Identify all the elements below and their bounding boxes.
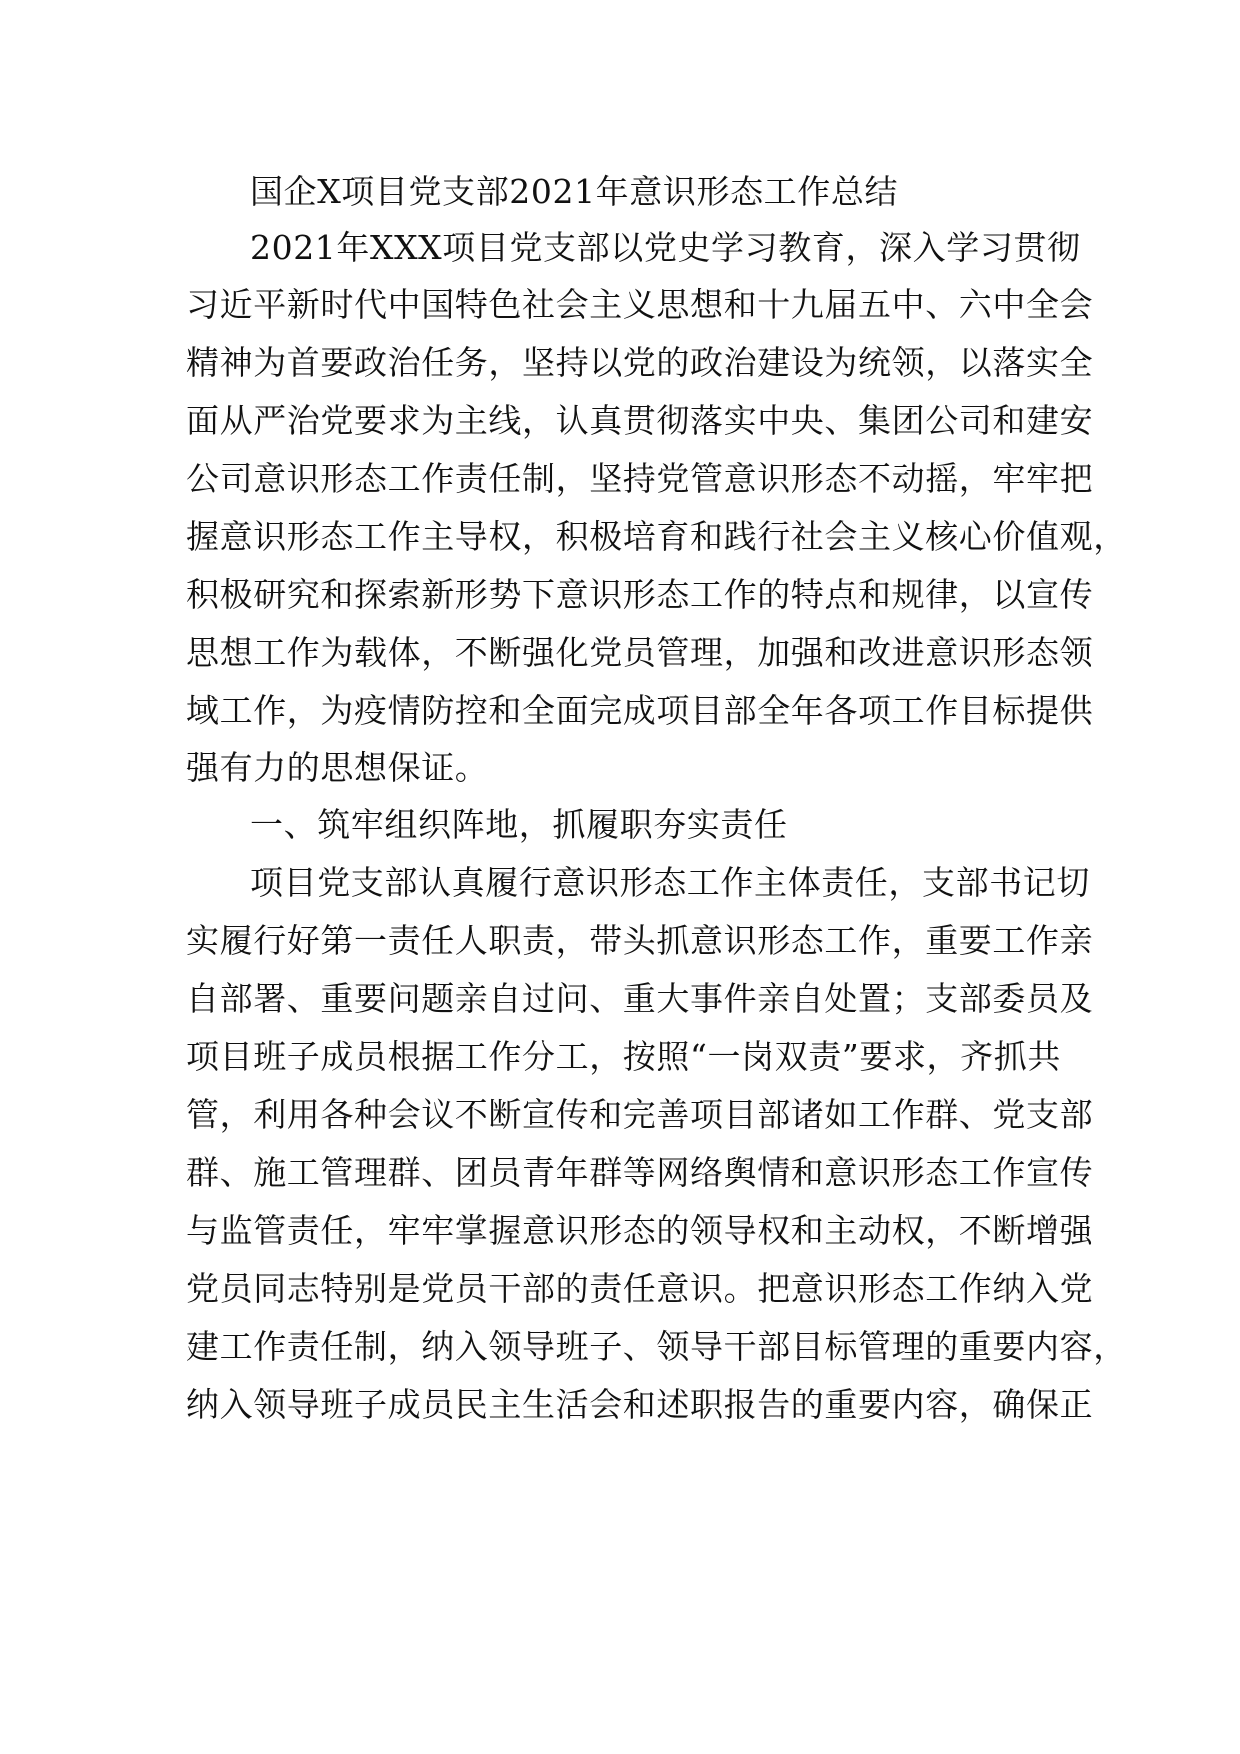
paragraph-2-line: 自部署、重要问题亲自过问、重大事件亲自处置；支部委员及 — [186, 979, 1094, 1018]
paragraph-2-line: 与监管责任，牢牢掌握意识形态的领导权和主动权，不断增强 — [186, 1211, 1094, 1250]
paragraph-2-line: 管，利用各种会议不断宣传和完善项目部诸如工作群、党支部 — [186, 1095, 1094, 1134]
paragraph-2-line: 纳入领导班子成员民主生活会和述职报告的重要内容，确保正 — [186, 1385, 1094, 1424]
paragraph-1-line: 2021年XXX项目党支部以党史学习教育，深入学习贯彻 — [250, 228, 1081, 267]
paragraph-1-line: 强有力的思想保证。 — [186, 748, 489, 787]
paragraph-2-line: 党员同志特别是党员干部的责任意识。把意识形态工作纳入党 — [186, 1269, 1094, 1308]
paragraph-1-line: 习近平新时代中国特色社会主义思想和十九届五中、六中全会 — [186, 285, 1094, 324]
paragraph-1-line: 积极研究和探索新形势下意识形态工作的特点和规律，以宣传 — [186, 575, 1094, 614]
document-title: 国企X项目党支部2021年意识形态工作总结 — [250, 172, 899, 211]
paragraph-1-line: 思想工作为载体，不断强化党员管理，加强和改进意识形态领 — [186, 633, 1094, 672]
paragraph-1-line: 面从严治党要求为主线，认真贯彻落实中央、集团公司和建安 — [186, 401, 1094, 440]
paragraph-2-line: 项目党支部认真履行意识形态工作主体责任，支部书记切 — [250, 863, 1090, 902]
paragraph-1-line: 域工作，为疫情防控和全面完成项目部全年各项工作目标提供 — [186, 691, 1094, 730]
section-heading: 一、筑牢组织阵地，抓履职夯实责任 — [250, 805, 788, 844]
paragraph-1-line: 公司意识形态工作责任制，坚持党管意识形态不动摇，牢牢把 — [186, 459, 1094, 498]
paragraph-2-line: 群、施工管理群、团员青年群等网络舆情和意识形态工作宣传 — [186, 1153, 1094, 1192]
paragraph-2-line: 项目班子成员根据工作分工，按照“一岗双责”要求，齐抓共 — [186, 1037, 1061, 1076]
paragraph-1-line: 握意识形态工作主导权，积极培育和践行社会主义核心价值观， — [186, 517, 1127, 556]
paragraph-2-line: 实履行好第一责任人职责，带头抓意识形态工作，重要工作亲 — [186, 921, 1094, 960]
paragraph-2-line: 建工作责任制，纳入领导班子、领导干部目标管理的重要内容， — [186, 1327, 1127, 1366]
paragraph-1-line: 精神为首要政治任务，坚持以党的政治建设为统领，以落实全 — [186, 343, 1094, 382]
